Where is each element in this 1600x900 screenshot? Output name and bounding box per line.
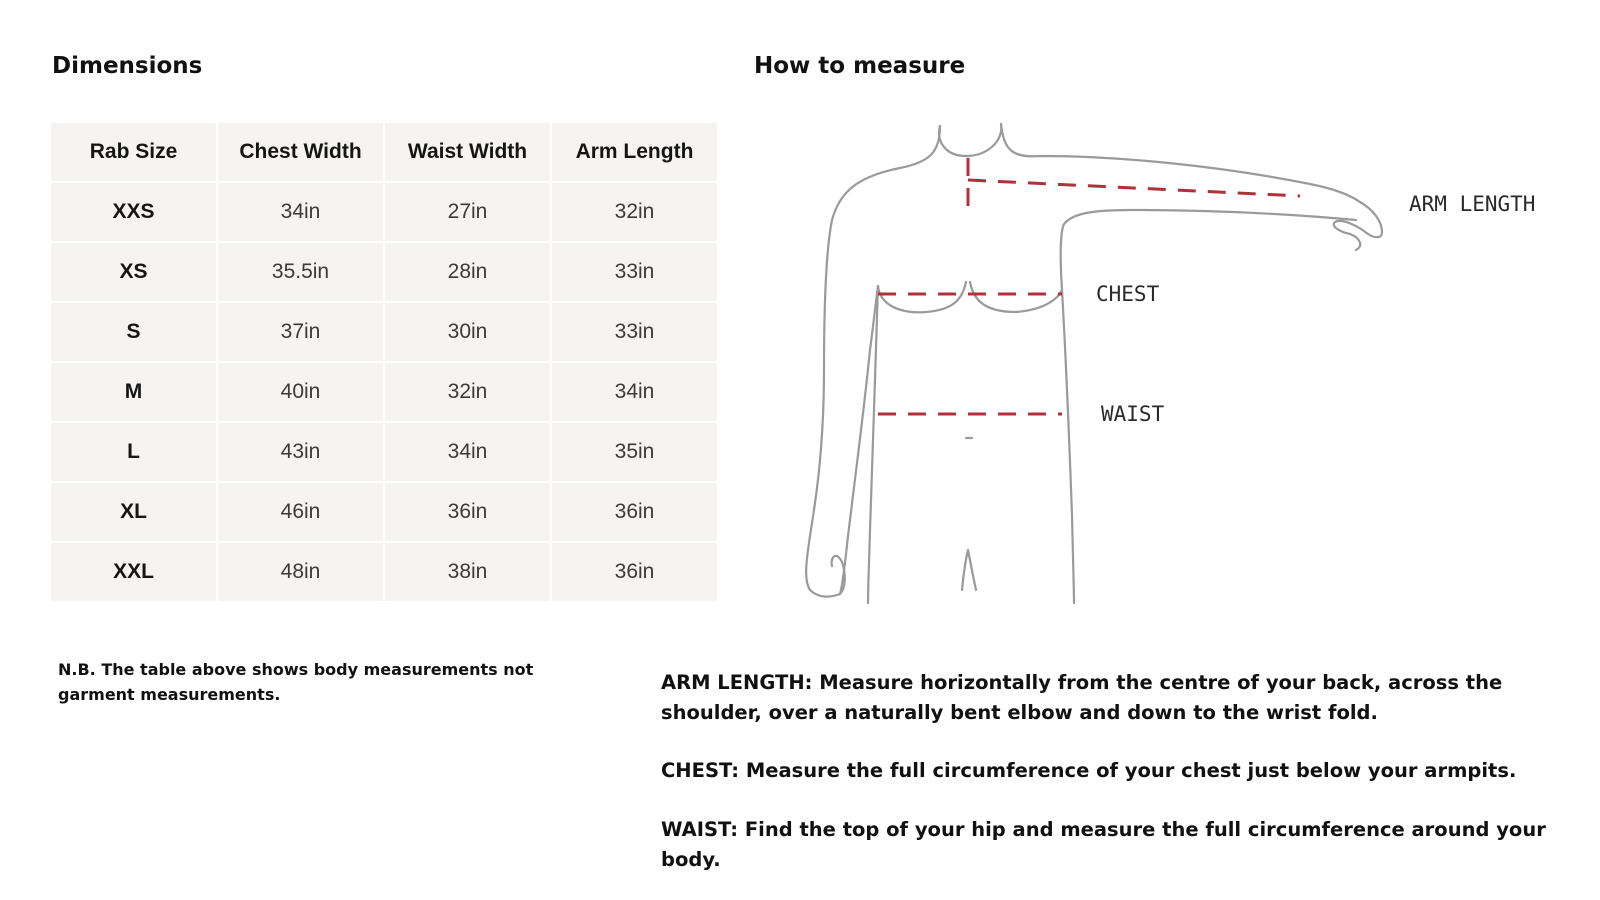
waist-cell: 34in [384, 422, 551, 482]
size-cell: XS [50, 242, 217, 302]
waist-label: WAIST [1101, 402, 1165, 426]
chest-cell: 43in [217, 422, 384, 482]
waist-cell: 32in [384, 362, 551, 422]
size-cell: S [50, 302, 217, 362]
arm-length-instruction: ARM LENGTH: Measure horizontally from the centre of your back, across the shoulder, over a naturally bent elbow and down to the wrist fold. [661, 671, 1503, 724]
arm-cell: 36in [551, 542, 718, 602]
how-to-measure-heading: How to measure [754, 53, 966, 79]
waist-cell: 38in [384, 542, 551, 602]
table-row [50, 362, 718, 422]
table-header-row [50, 122, 718, 182]
column-header-waist: Waist Width [384, 122, 551, 182]
size-cell: XXS [50, 182, 217, 242]
waist-cell: 28in [384, 242, 551, 302]
column-header-chest: Chest Width [217, 122, 384, 182]
size-cell: M [50, 362, 217, 422]
arm-cell: 32in [551, 182, 718, 242]
chest-cell: 35.5in [217, 242, 384, 302]
body-measurement-diagram [790, 110, 1600, 620]
measurement-lines [878, 158, 1300, 414]
chest-cell: 37in [217, 302, 384, 362]
dimensions-heading: Dimensions [52, 53, 203, 79]
column-header-size: Rab Size [50, 122, 217, 182]
table-row [50, 482, 718, 542]
table-row [50, 542, 718, 602]
table-row [50, 182, 718, 242]
arm-cell: 34in [551, 362, 718, 422]
arm-cell: 36in [551, 482, 718, 542]
size-cell: XXL [50, 542, 217, 602]
arm-cell: 35in [551, 422, 718, 482]
table-row [50, 422, 718, 482]
waist-cell: 27in [384, 182, 551, 242]
arm-cell: 33in [551, 242, 718, 302]
arm-cell: 33in [551, 302, 718, 362]
chest-label: CHEST [1096, 282, 1160, 306]
size-cell: XL [50, 482, 217, 542]
size-cell: L [50, 422, 217, 482]
table-row [50, 242, 718, 302]
waist-instruction: WAIST: Find the top of your hip and measure the full circumference around your body. [661, 818, 1546, 871]
chest-cell: 46in [217, 482, 384, 542]
arm-length-label: ARM LENGTH [1409, 192, 1536, 216]
chest-cell: 48in [217, 542, 384, 602]
waist-cell: 30in [384, 302, 551, 362]
column-header-arm: Arm Length [551, 122, 718, 182]
size-table [49, 121, 719, 603]
chest-cell: 40in [217, 362, 384, 422]
chest-cell: 34in [217, 182, 384, 242]
arm-length-line [968, 158, 1300, 210]
body-outline [806, 124, 1382, 603]
table-row [50, 302, 718, 362]
chest-instruction: CHEST: Measure the full circumference of your chest just below your armpits. [661, 759, 1517, 782]
waist-cell: 36in [384, 482, 551, 542]
body-measurement-note: N.B. The table above shows body measurements not garment measurements. [58, 660, 534, 704]
